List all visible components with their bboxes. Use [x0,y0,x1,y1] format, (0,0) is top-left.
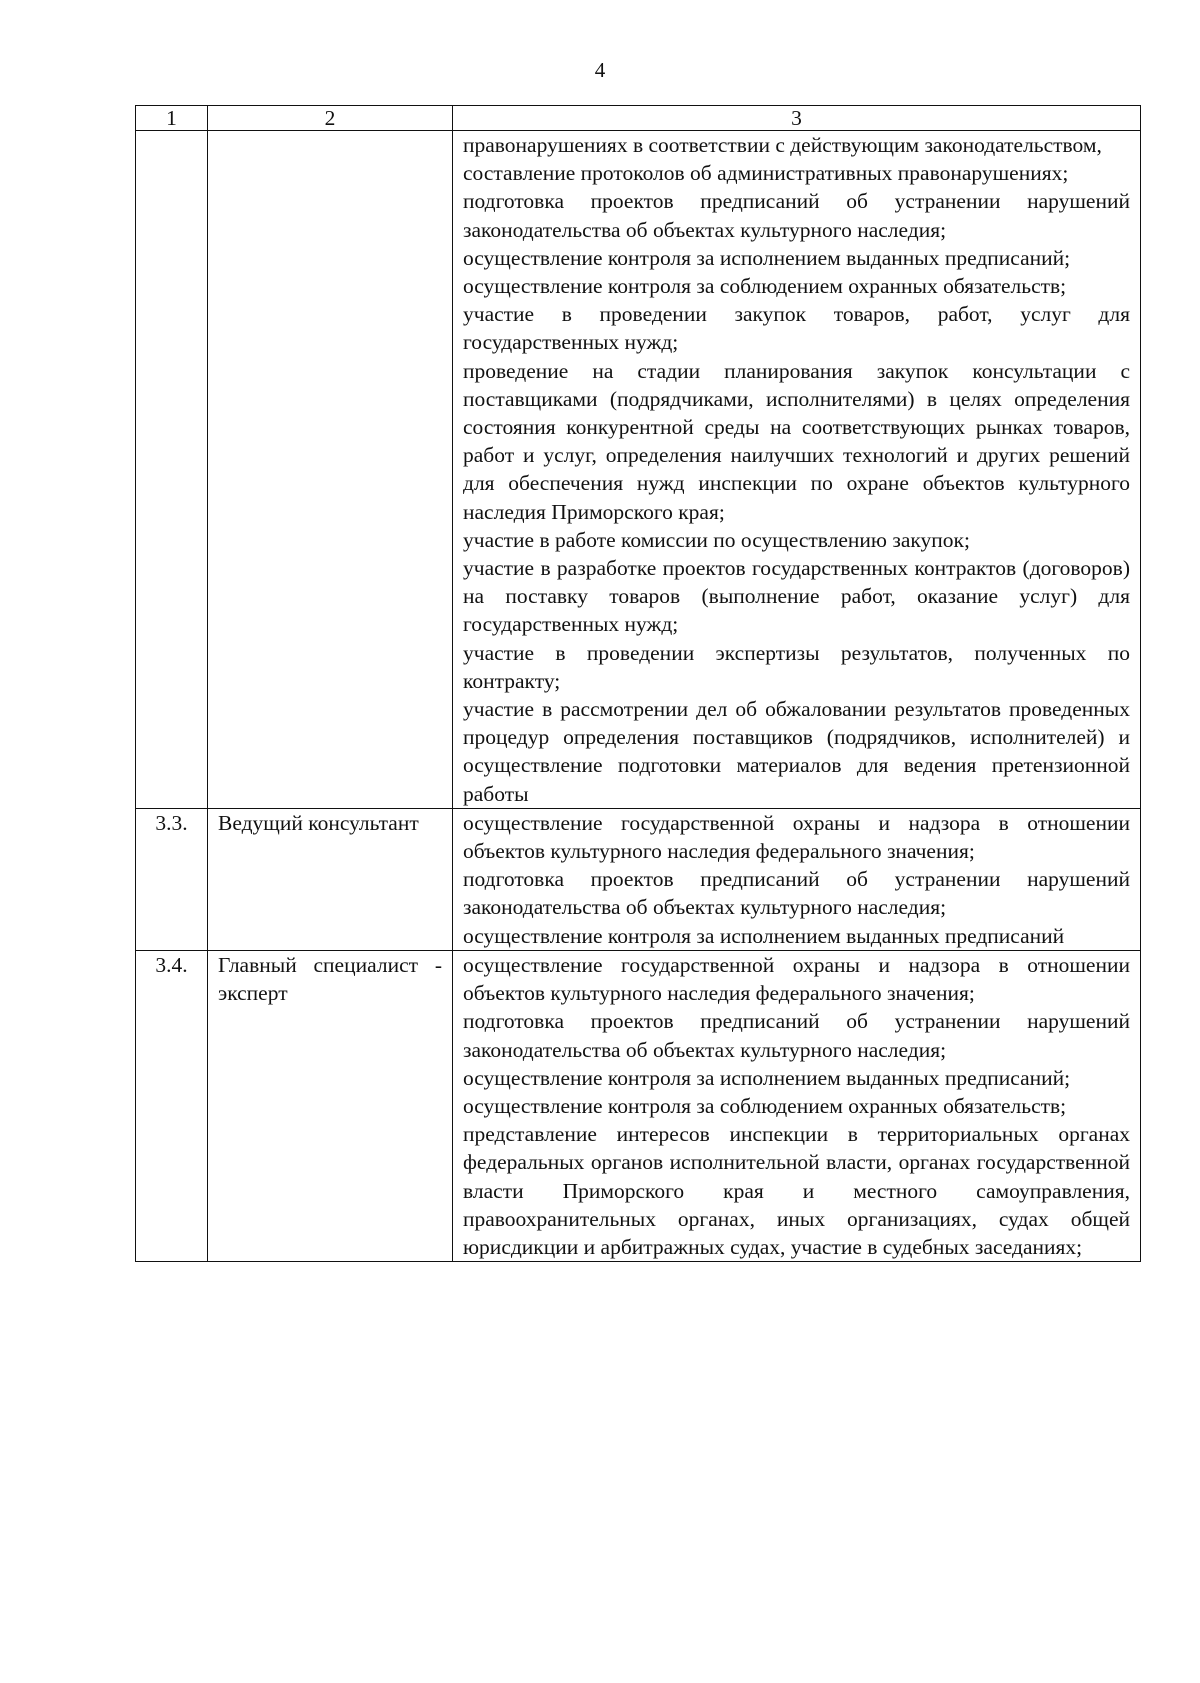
duty-item: проведение на стадии планирования закупок консультации с поставщиками (подрядчиками, исполнителями) в целях определения состояния конкурентной среды на соответствующих рынках товаров, работ и услуг, определения наилучших технологий и других решений для обеспечения нужд инспекции по охране объектов культурного наследия Приморского края; [463,358,1130,524]
table-row [136,950,1141,1261]
position-name: Ведущий консультант [208,808,453,950]
row-number: 3.4. [136,950,208,1261]
duty-item: осуществление контроля за исполнением выданных предписаний [463,923,1065,948]
duty-item: участие в рассмотрении дел об обжаловании результатов проведенных процедур определения поставщиков (подрядчиков, исполнителей) и осуществление подготовки материалов для ведения претензионной работы [463,697,1130,806]
duty-item: участие в проведении экспертизы результатов, полученных по контракту; [463,640,1130,693]
row-number [136,131,208,809]
header-col-2: 2 [208,106,453,131]
duty-item: осуществление государственной охраны и надзора в отношении объектов культурного наследия федерального значения; [463,952,1130,1006]
duties-table [135,105,1141,1262]
table-header [136,106,1141,131]
duty-item: осуществление контроля за исполнением выданных предписаний; [463,1065,1071,1090]
duty-item: подготовка проектов предписаний об устранении нарушений законодательства об объектах культурного наследия; [463,189,1130,242]
header-row [136,106,1141,131]
page-number: 4 [594,58,606,82]
duty-item: подготовка проектов предписаний об устранении нарушений законодательства об объектах культурного наследия; [463,1009,1130,1062]
row-number: 3.3. [136,808,208,950]
duty-item: составление протоколов об административных правонарушениях; [463,161,1069,186]
duty-item: осуществление контроля за соблюдением охранных обязательств; [463,274,1067,299]
header-col-3: 3 [453,106,1141,131]
duty-item: подготовка проектов предписаний об устранении нарушений законодательства об объектах культурного наследия; [463,867,1130,920]
position-name [208,131,453,809]
duties-cell [453,808,1141,950]
table-body [136,131,1141,1262]
duty-item: представление интересов инспекции в территориальных органах федеральных органов исполнительной власти, органах государственной власти Приморского края и местного самоуправления, правоохранительных органах, иных организациях, судах общей юрисдикции и арбитражных судах, участие в судебных заседаниях; [463,1122,1130,1259]
duty-item: участие в разработке проектов государственных контрактов (договоров) на поставку товаров (выполнение работ, оказание услуг) для государственных нужд; [463,556,1130,637]
duty-item: участие в работе комиссии по осуществлению закупок; [463,527,970,552]
duty-item: участие в проведении закупок товаров, работ, услуг для государственных нужд; [463,302,1130,355]
position-name: Главный специалист - эксперт [208,950,453,1261]
duty-item: осуществление государственной охраны и надзора в отношении объектов культурного наследия федерального значения; [463,810,1130,864]
header-col-1: 1 [136,106,208,131]
table-row [136,131,1141,809]
duty-item: осуществление контроля за исполнением выданных предписаний; [463,245,1071,270]
duties-cell [453,131,1141,809]
duties-cell [453,950,1141,1261]
duty-item: осуществление контроля за соблюдением охранных обязательств; [463,1093,1067,1118]
table-row [136,808,1141,950]
duty-item: правонарушениях в соответствии с действующим законодательством, [463,133,1102,157]
